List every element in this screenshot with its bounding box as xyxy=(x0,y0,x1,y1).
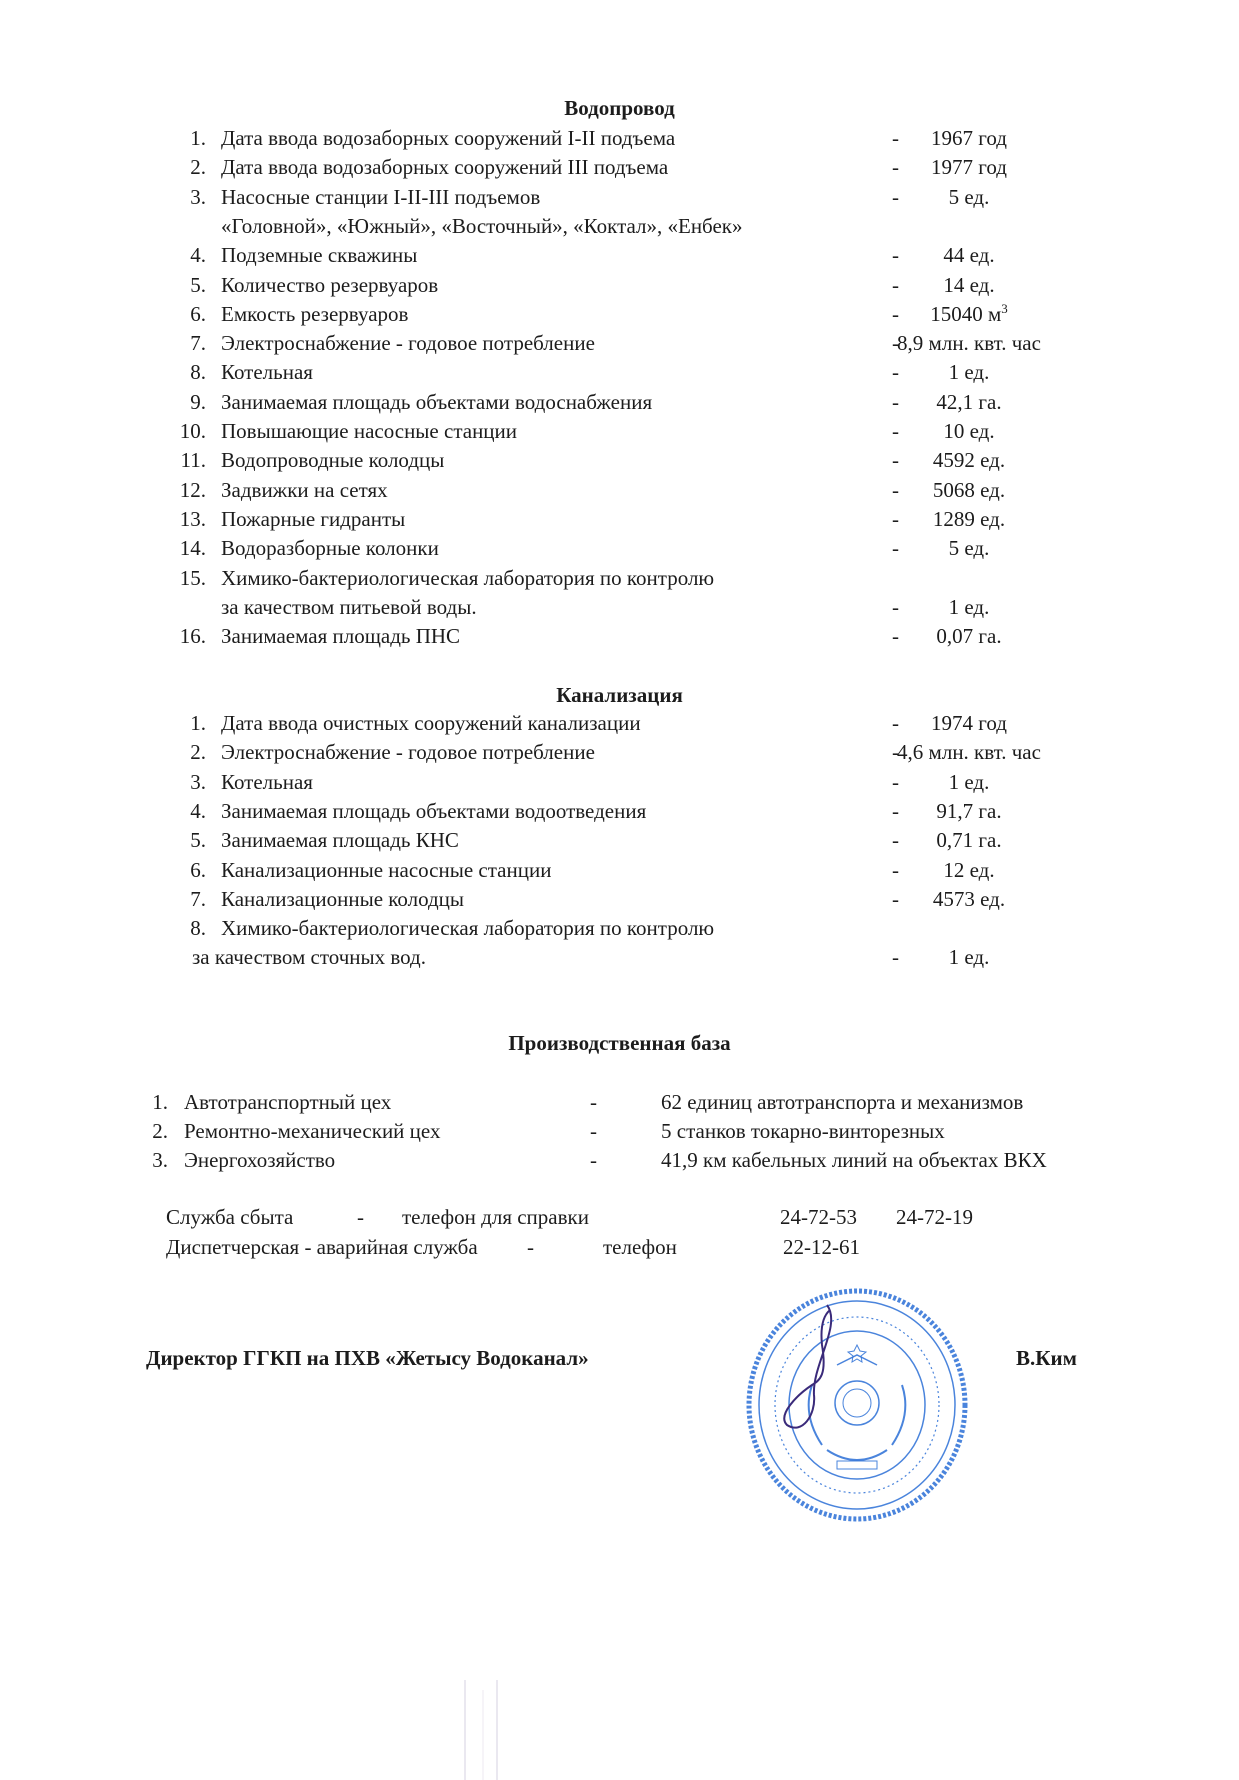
item-value: 44 ед. xyxy=(943,243,995,268)
item-value: 8,9 млн. квт. час xyxy=(897,331,1041,356)
contact-phone: 24-72-53 xyxy=(780,1205,857,1229)
list-item xyxy=(0,565,1239,619)
item-dash: - xyxy=(892,711,899,735)
item-label: Повышающие насосные станции xyxy=(221,419,518,443)
item-dash: - xyxy=(892,857,899,882)
item-value: 4,6 млн. квт. час xyxy=(897,740,1041,765)
contact-dash: - xyxy=(527,1235,534,1259)
item-number: 8. xyxy=(190,360,206,385)
scan-artifact-icon xyxy=(455,1680,555,1780)
item-dash: - xyxy=(892,331,899,356)
item-label: Дата ввода водозаборных сооружений III подъема xyxy=(221,155,669,180)
item-label: Электроснабжение - годовое потребление xyxy=(221,331,595,356)
item-dash: - xyxy=(892,886,899,911)
list-item xyxy=(0,302,1239,331)
item-dash: - xyxy=(892,945,899,970)
item-label: Котельная xyxy=(221,360,313,385)
item-number: 3. xyxy=(190,184,206,209)
contact-service: Служба сбыта xyxy=(166,1205,294,1229)
item-label: Насосные станции I-II-III подъемов xyxy=(221,184,541,209)
item-label-continued: за качеством питьевой воды. xyxy=(221,594,477,619)
item-label: Водоразборные колонки xyxy=(221,536,439,561)
item-dash: - xyxy=(892,477,899,502)
item-number: 7. xyxy=(190,331,206,356)
signer-title: Директор ГГКП на ПХВ «Жетысу Водоканал» xyxy=(146,1346,589,1370)
item-value: 0,71 га. xyxy=(936,828,1002,853)
item-value: 15040 $м^3$ xyxy=(930,300,1008,326)
item-number: 3. xyxy=(190,769,206,794)
list-item xyxy=(0,916,1239,970)
item-dash: - xyxy=(892,389,899,414)
item-number: 6. xyxy=(190,301,206,326)
list-item xyxy=(0,770,1239,799)
item-number: 13. xyxy=(179,506,206,531)
item-dash: - xyxy=(892,740,899,765)
item-number: 1. xyxy=(152,1090,168,1114)
list-item xyxy=(0,273,1239,302)
item-dash: - xyxy=(892,243,899,268)
item-label: Автотранспортный цех xyxy=(184,1090,392,1114)
item-label: Ремонтно-механический цех xyxy=(184,1119,441,1143)
item-label: Дата ввода водозаборных сооружений I-II подъема xyxy=(221,126,676,150)
item-number: 12. xyxy=(179,477,206,502)
item-value: 1967 год xyxy=(931,126,1007,150)
item-label: Канализационные колодцы xyxy=(221,886,465,911)
item-value: 1977 год xyxy=(931,155,1007,180)
item-value: 14 ед. xyxy=(943,272,995,297)
list-item xyxy=(0,711,1239,740)
item-label: Энергохозяйство xyxy=(184,1148,336,1172)
list-item xyxy=(0,858,1239,887)
item-number: 4. xyxy=(190,243,206,268)
item-dash: - xyxy=(590,1090,597,1114)
item-number: 7. xyxy=(190,886,206,911)
item-label: Химико-бактериологическая лаборатория по контролю xyxy=(221,916,715,941)
item-dash: - xyxy=(892,536,899,561)
item-number: 2. xyxy=(152,1119,168,1143)
item-number: 8. xyxy=(190,916,206,941)
item-number: 11. xyxy=(180,448,206,473)
item-dash: - xyxy=(892,419,899,443)
item-value: 41,9 км кабельных линий на объектах ВКХ xyxy=(661,1148,1047,1172)
item-label: Занимаемая площадь объектами водоснабжения xyxy=(221,389,653,414)
item-number: 15. xyxy=(179,565,206,590)
item-number: 4. xyxy=(190,798,206,823)
item-dash: - xyxy=(892,506,899,531)
item-label: Занимаемая площадь ПНС xyxy=(221,624,461,649)
list-item xyxy=(0,828,1239,857)
item-dash: - xyxy=(892,828,899,853)
section-title-vodoprovod: Водопровод xyxy=(564,96,675,120)
item-label: Химико-бактериологическая лаборатория по контролю xyxy=(221,565,715,590)
section-title-baza: Производственная база xyxy=(508,1031,731,1055)
list-item xyxy=(0,360,1239,389)
item-number: 2. xyxy=(190,155,206,180)
item-label: Количество резервуаров xyxy=(221,272,439,297)
official-stamp-icon xyxy=(742,1285,972,1525)
list-item xyxy=(0,184,1239,238)
contact-phone: 22-12-61 xyxy=(783,1235,860,1259)
item-value: 1 ед. xyxy=(948,945,990,970)
list-item xyxy=(0,331,1239,360)
list-item xyxy=(0,419,1239,448)
list-item xyxy=(0,740,1239,769)
item-label: Подземные скважины xyxy=(221,243,418,268)
item-label: Пожарные гидранты xyxy=(221,506,406,531)
contact-dash: - xyxy=(357,1205,364,1229)
item-dash: - xyxy=(892,624,899,649)
item-number: 10. xyxy=(179,419,206,443)
list-item xyxy=(0,478,1239,507)
list-item xyxy=(0,1148,1239,1177)
item-value: 1974 год xyxy=(931,711,1007,735)
item-label-continued: за качеством сточных вод. xyxy=(192,945,426,970)
list-item xyxy=(0,1090,1239,1119)
item-label: Котельная xyxy=(221,769,313,794)
list-item xyxy=(0,624,1239,653)
section-title-kanalizaciya: Канализация xyxy=(556,683,683,707)
item-dash: - xyxy=(892,360,899,385)
list-item xyxy=(0,155,1239,184)
item-dash: - xyxy=(892,594,899,619)
item-value: 1 ед. xyxy=(948,360,990,385)
item-number: 14. xyxy=(179,536,206,561)
item-dash: - xyxy=(892,769,899,794)
item-dash: - xyxy=(590,1148,597,1172)
item-dash: - xyxy=(892,126,899,150)
item-dash: - xyxy=(590,1119,597,1143)
item-label: Водопроводные колодцы xyxy=(221,448,445,473)
item-label-continued: «Головной», «Южный», «Восточный», «Коктал», «Енбек» xyxy=(221,213,743,238)
list-item xyxy=(0,390,1239,419)
item-value: 4573 ед. xyxy=(932,886,1006,911)
item-value: 5 ед. xyxy=(948,184,990,209)
contact-type: телефон для справки xyxy=(402,1205,589,1229)
item-label: Емкость резервуаров xyxy=(221,301,409,326)
item-number: 5. xyxy=(190,272,206,297)
item-label: Задвижки на сетях xyxy=(221,477,388,502)
item-dash: - xyxy=(892,272,899,297)
item-number: 1. xyxy=(190,126,206,150)
item-label: Дата ввода очистных сооружений канализации xyxy=(221,711,641,735)
list-item xyxy=(0,243,1239,272)
item-value: 0,07 га. xyxy=(936,624,1002,649)
list-item xyxy=(0,799,1239,828)
item-label: Занимаемая площадь КНС xyxy=(221,828,459,853)
item-dash: - xyxy=(892,184,899,209)
item-value: 62 единиц автотранспорта и механизмов xyxy=(661,1090,1024,1114)
list-item xyxy=(0,126,1239,155)
item-number: 5. xyxy=(190,828,206,853)
contact-phone: 24-72-19 xyxy=(896,1205,973,1229)
item-value: 5 станков токарно-винторезных xyxy=(661,1119,945,1143)
item-value: 42,1 га. xyxy=(936,389,1002,414)
item-number: 3. xyxy=(152,1148,168,1172)
item-value: 1289 ед. xyxy=(932,506,1006,531)
item-number: 9. xyxy=(190,389,206,414)
item-value: 1 ед. xyxy=(948,594,990,619)
item-dash: - xyxy=(892,798,899,823)
list-item xyxy=(0,448,1239,477)
item-value: 5068 ед. xyxy=(932,477,1006,502)
item-label: Электроснабжение - годовое потребление xyxy=(221,740,595,765)
item-value: 5 ед. xyxy=(948,536,990,561)
item-value: 91,7 га. xyxy=(936,798,1002,823)
list-item xyxy=(0,887,1239,916)
list-item xyxy=(0,536,1239,565)
item-dash: - xyxy=(892,448,899,473)
item-label: Канализационные насосные станции xyxy=(221,857,552,882)
list-item xyxy=(0,1119,1239,1148)
item-dash: - xyxy=(892,301,899,326)
list-item xyxy=(0,507,1239,536)
item-value: 10 ед. xyxy=(943,419,995,443)
item-number: 2. xyxy=(190,740,206,765)
item-number: 16. xyxy=(179,624,206,649)
signer-name: В.Ким xyxy=(1016,1346,1077,1370)
item-dash: - xyxy=(892,155,899,180)
item-value: 1 ед. xyxy=(948,769,990,794)
contact-type: телефон xyxy=(603,1235,677,1259)
item-value: 4592 ед. xyxy=(932,448,1006,473)
value-superscript: 3 xyxy=(1001,300,1008,316)
item-value: 12 ед. xyxy=(943,857,995,882)
item-number: 1. xyxy=(190,711,206,735)
item-number: 6. xyxy=(190,857,206,882)
contact-service: Диспетчерская - аварийная служба xyxy=(166,1235,478,1259)
item-label: Занимаемая площадь объектами водоотведения xyxy=(221,798,647,823)
